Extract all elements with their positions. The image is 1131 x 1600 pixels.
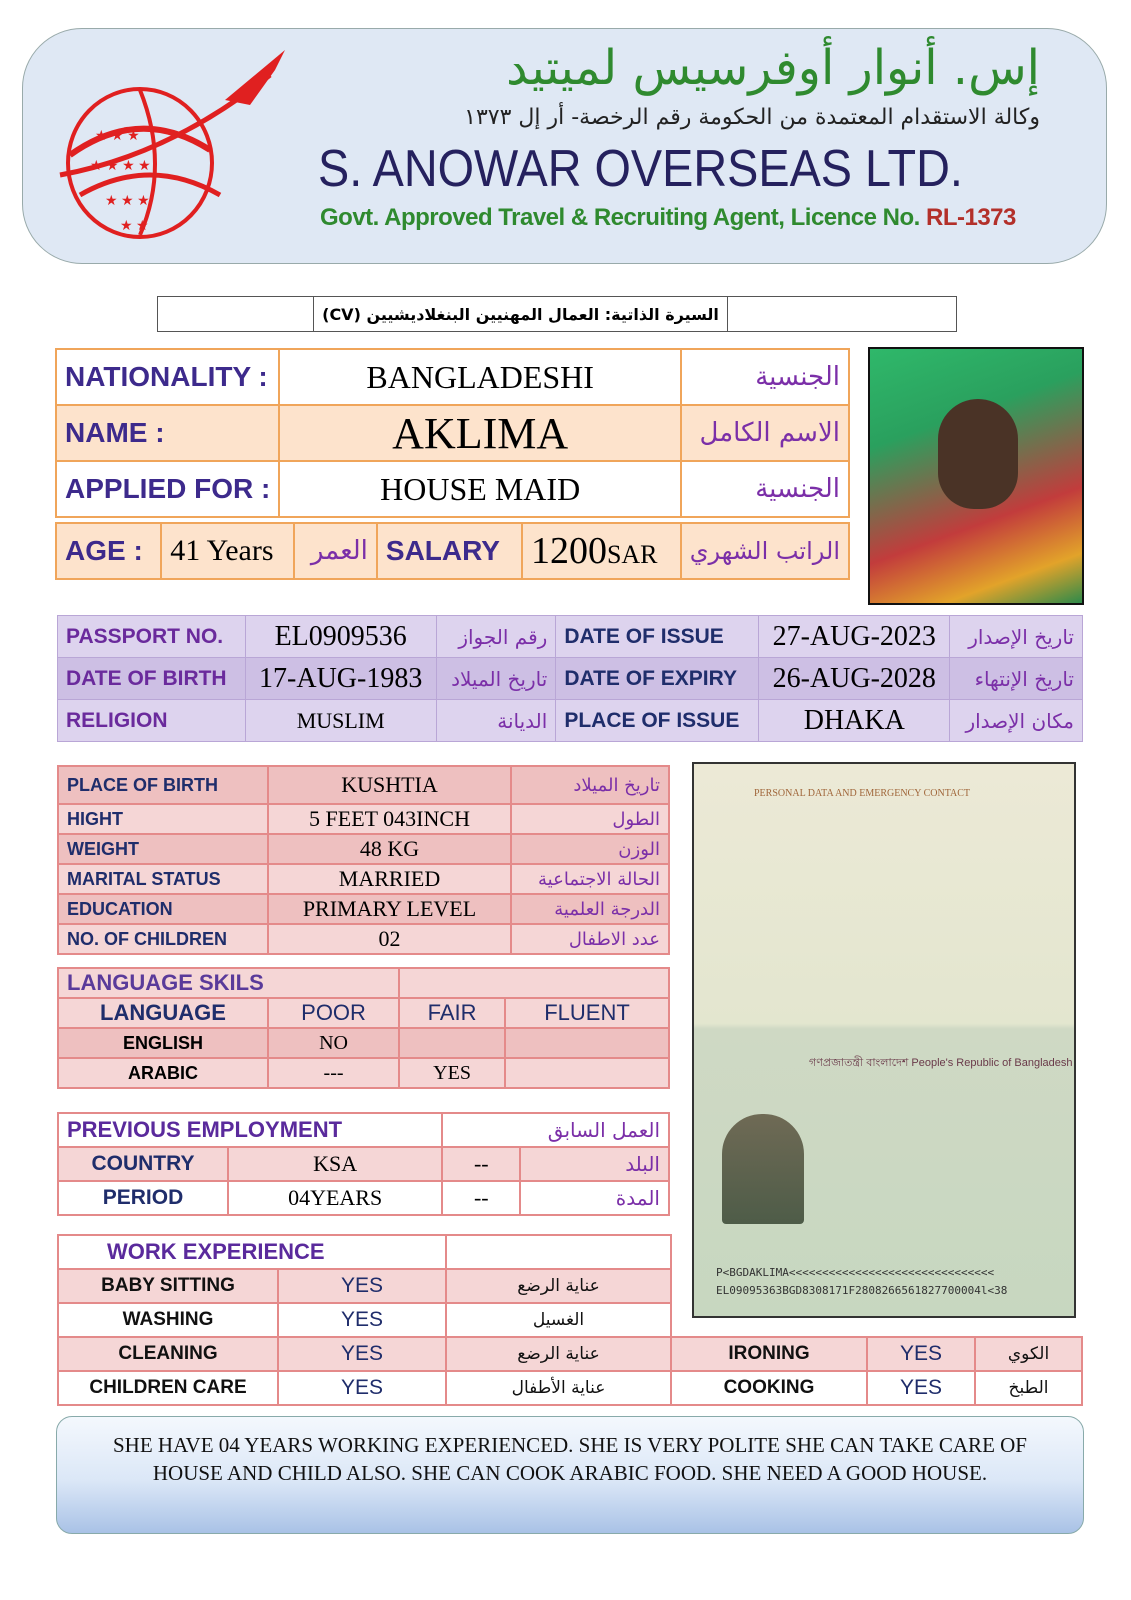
age-salary-row: [55, 522, 850, 580]
passport-scan-image: [692, 762, 1076, 1318]
skill-label-ar: عناية الرضع: [446, 1337, 671, 1371]
employment-title-ar: العمل السابق: [442, 1113, 669, 1147]
country-label-ar: البلد: [520, 1147, 669, 1181]
cv-title: السيرة الذاتية: العمال المهنيين البنغلاديشيين (CV): [314, 297, 728, 332]
mrz-line: EL09095363BGD8308171F2808266561827700004l<38: [716, 1284, 1008, 1297]
tagline-text: Govt. Approved Travel & Recruiting Agent, Licence No.: [320, 204, 926, 231]
salary-value: [522, 523, 681, 579]
religion-label-ar: الديانة: [436, 700, 556, 742]
bio-label-ar: الحالة الاجتماعية: [511, 864, 669, 894]
passport-photo: [722, 1114, 804, 1224]
poor-header: POOR: [268, 998, 399, 1028]
period-extra: --: [442, 1181, 520, 1215]
language-skills-title: LANGUAGE SKILS: [58, 968, 399, 998]
country-extra: --: [442, 1147, 520, 1181]
language-header: LANGUAGE: [58, 998, 268, 1028]
globe-airplane-logo-icon: [50, 45, 290, 245]
applied-label: APPLIED FOR :: [56, 461, 279, 517]
expiry-date-value: 26-AUG-2028: [759, 658, 950, 700]
expiry-date-label-ar: تاريخ الإنتهاء: [950, 658, 1083, 700]
salary-amount: 1200: [530, 530, 607, 572]
bio-value: 5 FEET 043INCH: [268, 804, 511, 834]
personal-info-table: [55, 348, 850, 518]
age-value: 41 Years: [161, 523, 294, 579]
bio-label-ar: تاريخ الميلاد: [511, 766, 669, 804]
bio-label-ar: عدد الاطفال: [511, 924, 669, 954]
fair-value: YES: [399, 1058, 505, 1088]
issue-date-value: 27-AUG-2023: [759, 616, 950, 658]
bio-label: HIGHT: [58, 804, 268, 834]
dob-label-ar: تاريخ الميلاد: [436, 658, 556, 700]
bio-label: PLACE OF BIRTH: [58, 766, 268, 804]
passport-scan-heading: PERSONAL DATA AND EMERGENCY CONTACT: [754, 788, 971, 799]
blank-cell: [399, 968, 669, 998]
mrz-line: P<BGDAKLIMA<<<<<<<<<<<<<<<<<<<<<<<<<<<<<<<: [716, 1266, 995, 1279]
religion-value: MUSLIM: [245, 700, 436, 742]
summary-box: SHE HAVE 04 YEARS WORKING EXPERIENCED. SHE IS VERY POLITE SHE CAN TAKE CARE OF HOUSE AND CHILD ALSO. SHE CAN COOK ARABIC FOOD. SHE NEED A GOOD HOUSE.: [56, 1416, 1084, 1534]
dob-value: 17-AUG-1983: [245, 658, 436, 700]
bio-value: KUSHTIA: [268, 766, 511, 804]
bio-label: NO. OF CHILDREN: [58, 924, 268, 954]
bio-value: PRIMARY LEVEL: [268, 894, 511, 924]
applicant-photo: [868, 347, 1084, 605]
applied-label-ar: الجنسية: [681, 461, 849, 517]
country-value: KSA: [228, 1147, 442, 1181]
passport-mrz: [716, 1264, 1007, 1300]
bio-label: WEIGHT: [58, 834, 268, 864]
svg-text:★ ★ ★: ★ ★ ★: [105, 194, 150, 209]
nationality-label: NATIONALITY :: [56, 349, 279, 405]
skill-value: YES: [278, 1269, 446, 1303]
name-label: NAME :: [56, 405, 279, 461]
skill-label: CLEANING: [58, 1337, 278, 1371]
age-label-ar: العمر: [294, 523, 376, 579]
skill-label-ar: الغسيل: [446, 1303, 671, 1337]
issue-date-label: DATE OF ISSUE: [556, 616, 759, 658]
skill-label: IRONING: [671, 1337, 867, 1371]
bio-label-ar: الوزن: [511, 834, 669, 864]
bio-value: MARRIED: [268, 864, 511, 894]
period-value: 04YEARS: [228, 1181, 442, 1215]
bio-label: MARITAL STATUS: [58, 864, 268, 894]
skill-value: YES: [278, 1371, 446, 1405]
bio-label-ar: الطول: [511, 804, 669, 834]
company-name: S. ANOWAR OVERSEAS LTD.: [318, 140, 963, 198]
passport-no-value: EL0909536: [245, 616, 436, 658]
fluent-value: [505, 1058, 669, 1088]
fair-value: [399, 1028, 505, 1058]
religion-label: RELIGION: [58, 700, 246, 742]
issue-date-label-ar: تاريخ الإصدار: [950, 616, 1083, 658]
skill-label-ar: عناية الأطفال: [446, 1371, 671, 1405]
poor-value: NO: [268, 1028, 399, 1058]
passport-no-label-ar: رقم الجواز: [436, 616, 556, 658]
company-name-arabic: إس. أنوار أوفرسيس لميتيد: [506, 40, 1040, 96]
licence-number: RL-1373: [926, 204, 1016, 231]
fluent-header: FLUENT: [505, 998, 669, 1028]
previous-employment-table: [57, 1112, 670, 1216]
salary-currency: SAR: [606, 540, 658, 569]
dob-label: DATE OF BIRTH: [58, 658, 246, 700]
passport-no-label: PASSPORT NO.: [58, 616, 246, 658]
svg-text:★ ★ ★: ★ ★ ★: [95, 129, 140, 144]
svg-text:★ ★: ★ ★: [120, 219, 149, 234]
language-name: ENGLISH: [58, 1028, 268, 1058]
cv-blank-cell: [158, 297, 314, 332]
applied-value: HOUSE MAID: [279, 461, 681, 517]
salary-label: SALARY: [377, 523, 522, 579]
country-label: COUNTRY: [58, 1147, 228, 1181]
skill-value: YES: [867, 1337, 975, 1371]
employment-title: PREVIOUS EMPLOYMENT: [58, 1113, 442, 1147]
place-of-issue-label: PLACE OF ISSUE: [556, 700, 759, 742]
cv-blank-cell: [727, 297, 956, 332]
bio-label-ar: الدرجة العلمية: [511, 894, 669, 924]
company-subtitle-arabic: وكالة الاستقدام المعتمدة من الحكومة رقم الرخصة- أر إل ١٣٧٣: [464, 105, 1040, 130]
skill-label: WASHING: [58, 1303, 278, 1337]
skill-label: CHILDREN CARE: [58, 1371, 278, 1405]
passport-scan-country: গণপ্রজাতন্ত্রী বাংলাদেশ People's Republic of Bangladesh: [809, 1057, 1073, 1069]
cv-title-bar: [157, 296, 957, 332]
period-label-ar: المدة: [520, 1181, 669, 1215]
poor-value: ---: [268, 1058, 399, 1088]
skill-value: YES: [867, 1371, 975, 1405]
skill-value: YES: [278, 1303, 446, 1337]
bio-value: 48 KG: [268, 834, 511, 864]
nationality-label-ar: الجنسية: [681, 349, 849, 405]
bio-table: [57, 765, 670, 955]
work-experience-title: WORK EXPERIENCE: [58, 1235, 446, 1269]
skill-label-ar: الكوي: [975, 1337, 1082, 1371]
skill-label-ar: عناية الرضع: [446, 1269, 671, 1303]
name-label-ar: الاسم الكامل: [681, 405, 849, 461]
blank-cell: [446, 1235, 671, 1269]
skill-label: COOKING: [671, 1371, 867, 1405]
age-label: AGE :: [56, 523, 161, 579]
skill-label: BABY SITTING: [58, 1269, 278, 1303]
face-shape: [938, 399, 1018, 509]
language-name: ARABIC: [58, 1058, 268, 1088]
bio-label: EDUCATION: [58, 894, 268, 924]
fluent-value: [505, 1028, 669, 1058]
expiry-date-label: DATE OF EXPIRY: [556, 658, 759, 700]
place-of-issue-value: DHAKA: [759, 700, 950, 742]
language-skills-table: [57, 967, 670, 1089]
salary-label-ar: الراتب الشهري: [681, 523, 849, 579]
fair-header: FAIR: [399, 998, 505, 1028]
svg-text:★ ★ ★ ★: ★ ★ ★ ★: [90, 159, 151, 174]
name-value: AKLIMA: [279, 405, 681, 461]
bio-value: 02: [268, 924, 511, 954]
period-label: PERIOD: [58, 1181, 228, 1215]
place-of-issue-label-ar: مكان الإصدار: [950, 700, 1083, 742]
skill-value: YES: [278, 1337, 446, 1371]
skill-label-ar: الطبخ: [975, 1371, 1082, 1405]
nationality-value: BANGLADESHI: [279, 349, 681, 405]
company-tagline: [320, 204, 1016, 232]
passport-info-table: [57, 615, 1083, 742]
